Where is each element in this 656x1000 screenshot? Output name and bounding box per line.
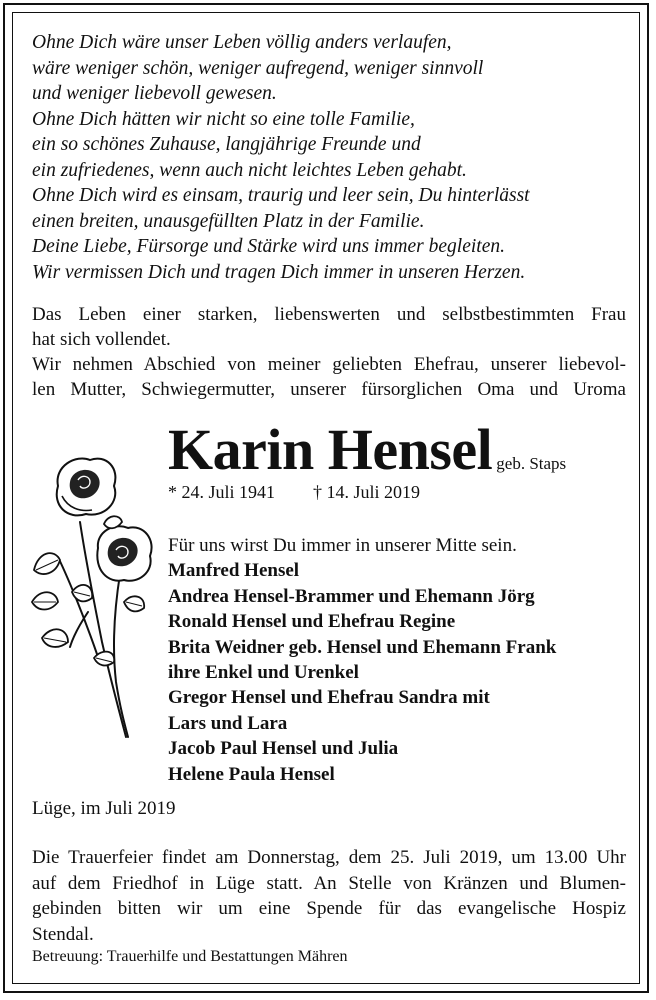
family-member: Lars und Lara — [168, 712, 288, 734]
family-list — [168, 533, 556, 787]
funeral-home-credit: Betreuung: Trauerhilfe und Bestattungen Mähren — [32, 948, 348, 965]
intro-line: Wir nehmen Abschied von meiner geliebten Ehefrau, unserer liebevol- — [32, 354, 626, 375]
poem-line: wäre weniger schön, weniger aufregend, weniger sinnvoll — [32, 57, 484, 79]
poem-line: und weniger liebevoll gewesen. — [32, 83, 277, 104]
maiden-name: geb. Staps — [496, 454, 567, 473]
family-member: Jacob Paul Hensel und Julia — [168, 738, 399, 760]
family-member: Brita Weidner geb. Hensel und Ehemann Frank — [168, 636, 557, 658]
family-member: Ronald Hensel und Ehefrau Regine — [168, 611, 456, 633]
place-and-date: Lüge, im Juli 2019 — [32, 798, 176, 819]
poem-line: Ohne Dich hätten wir nicht so eine tolle Familie, — [32, 108, 415, 130]
family-member: Andrea Hensel-Brammer und Ehemann Jörg — [168, 585, 535, 607]
intro-text — [32, 302, 626, 402]
intro-line: Das Leben einer starken, liebenswerten und selbstbestimmten Frau — [32, 304, 626, 325]
poem-line: einen breiten, unausgefüllten Platz in der Familie. — [32, 210, 425, 232]
poem-line: Deine Liebe, Fürsorge und Stärke wird uns immer begleiten. — [32, 236, 505, 257]
service-line: auf dem Friedhof in Lüge statt. An Stelle von Kränzen und Blumen- — [32, 872, 626, 894]
deceased-name: Karin Hensel — [168, 417, 493, 482]
poem-line: ein zufriedenes, wenn auch nicht leichtes Leben gehabt. — [32, 159, 467, 181]
family-member: ihre Enkel und Urenkel — [168, 662, 359, 684]
poem-line: ein so schönes Zuhause, langjährige Freunde und — [32, 134, 421, 155]
family-motto: Für uns wirst Du immer in unserer Mitte sein. — [168, 535, 517, 556]
poem-line: Ohne Dich wäre unser Leben völlig anders verlaufen, — [32, 32, 452, 53]
intro-line: len Mutter, Schwiegermutter, unserer fürsorglichen Oma und Uroma — [32, 379, 626, 400]
poem-line: Wir vermissen Dich und tragen Dich immer in unseren Herzen. — [32, 261, 526, 283]
family-member: Gregor Hensel und Ehefrau Sandra mit — [168, 687, 490, 709]
intro-line: hat sich vollendet. — [32, 329, 171, 350]
deceased-heading — [168, 418, 566, 482]
birth-date: * 24. Juli 1941 — [168, 482, 276, 502]
rose-illustration — [28, 452, 164, 742]
poem — [32, 30, 632, 285]
service-line: Stendal. — [32, 923, 94, 945]
life-dates — [168, 482, 420, 503]
service-line: gebinden bitten wir um eine Spende für das evangelische Hospiz — [32, 898, 626, 919]
poem-line: Ohne Dich wird es einsam, traurig und leer sein, Du hinterlässt — [32, 185, 530, 206]
family-member: Helene Paula Hensel — [168, 763, 335, 785]
family-member: Manfred Hensel — [168, 560, 300, 582]
funeral-service-text — [32, 845, 626, 947]
service-line: Die Trauerfeier findet am Donnerstag, dem 25. Juli 2019, um 13.00 Uhr — [32, 847, 626, 868]
death-date: † 14. Juli 2019 — [313, 482, 421, 502]
